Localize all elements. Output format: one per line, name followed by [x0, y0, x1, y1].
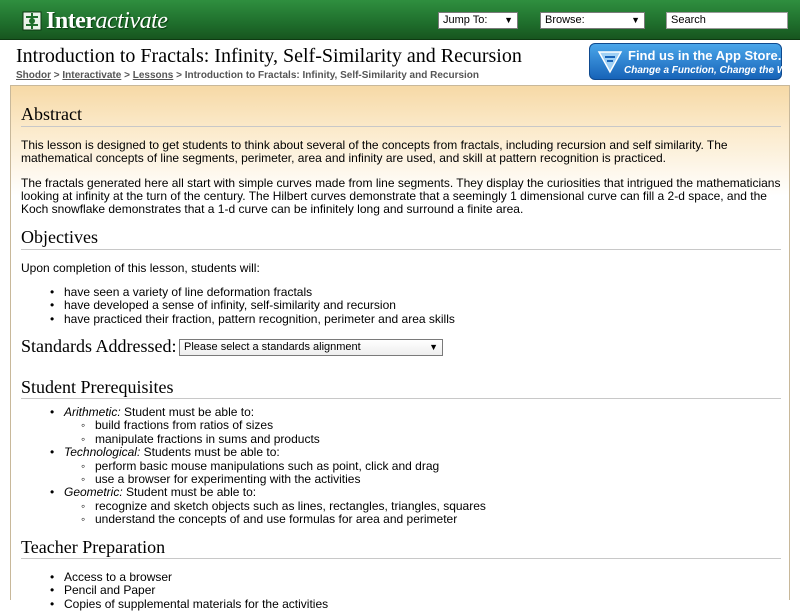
top-navigation-bar: [0, 0, 800, 40]
list-item: ◦ recognize and sketch objects such as lines, rectangles, triangles, squares: [95, 500, 486, 513]
abstract-heading: Abstract: [21, 104, 82, 124]
search-placeholder: Search: [671, 14, 706, 26]
standards-label: Standards Addressed:: [21, 336, 177, 356]
objectives-intro: Upon completion of this lesson, students will:: [21, 261, 260, 275]
shodor-logo-icon: [20, 9, 44, 33]
breadcrumb-interactivate[interactable]: Interactivate: [62, 70, 122, 81]
divider: [21, 558, 781, 559]
sub-list: [95, 419, 486, 446]
prerequisites-list: [64, 405, 486, 527]
list-item: • Technological: Students must be able to: ◦ perform basic mouse manipulations such as point, click and drag ◦ use a browser for experimenting with the activities: [64, 446, 455, 486]
divider: [21, 398, 781, 399]
list-item: ◦ build fractions from ratios of sizes: [95, 419, 486, 432]
breadcrumb-current: Introduction to Fractals: Infinity, Self-Similarity and Recursion: [184, 70, 480, 81]
breadcrumb-shodor[interactable]: Shodor: [16, 70, 51, 81]
dropdown-arrow-icon: ▼: [429, 342, 438, 352]
browse-select[interactable]: [540, 12, 645, 29]
teacher-preparation-list: [64, 571, 328, 611]
logo-text: Interactivate: [46, 7, 168, 34]
list-item: • Geometric: Student must be able to: ◦ recognize and sketch objects such as lines, rectangles, triangles, squares ◦ understand the concepts of and use formulas for area and perimeter: [64, 486, 455, 526]
prerequisites-heading: Student Prerequisites: [21, 377, 174, 397]
browse-label: Browse:: [545, 14, 585, 26]
page-title: Introduction to Fractals: Infinity, Self-Similarity and Recursion: [16, 45, 522, 67]
divider: [21, 126, 781, 127]
list-item: ◦ manipulate fractions in sums and products: [95, 433, 486, 446]
list-item: ◦ use a browser for experimenting with the activities: [95, 473, 486, 486]
jump-to-label: Jump To:: [443, 14, 488, 26]
list-item: • have practiced their fraction, pattern recognition, perimeter and area skills: [64, 313, 455, 326]
app-store-line2: Change a Function, Change the World: [624, 65, 805, 76]
app-store-icon: [596, 48, 624, 76]
list-item: • have seen a variety of line deformation fractals: [64, 286, 455, 299]
list-item: ◦ perform basic mouse manipulations such as point, click and drag: [95, 460, 486, 473]
app-store-line1: Find us in the App Store.: [628, 48, 782, 63]
list-item: • Access to a browser: [64, 571, 328, 584]
lesson-content: [10, 85, 790, 611]
dropdown-arrow-icon: ▼: [504, 15, 513, 25]
list-item: • have developed a sense of infinity, self-similarity and recursion: [64, 299, 455, 312]
interactivate-logo[interactable]: [20, 6, 167, 36]
dropdown-arrow-icon: ▼: [631, 15, 640, 25]
standards-select[interactable]: [179, 339, 443, 356]
sub-list: [95, 460, 486, 487]
sub-list: [95, 500, 486, 527]
objectives-list: [64, 286, 455, 326]
abstract-paragraph-2: The fractals generated here all start with simple curves made from line segments. They display the curiosities that intrigued the mathematicians looking at infinity at the turn of the century. The Hilbert curves demonstrate that a seemingly 1 dimensional curve can fill a 2-d space, and the Koch snowflake demonstrates that a 1-d curve can be infinitely long and surround a finite area.: [21, 176, 781, 216]
list-item: ◦ understand the concepts of and use formulas for area and perimeter: [95, 513, 486, 526]
jump-to-select[interactable]: [438, 12, 518, 29]
breadcrumb-lessons[interactable]: Lessons: [132, 70, 174, 81]
list-item: • Copies of supplemental materials for the activities: [64, 598, 328, 611]
objectives-heading: Objectives: [21, 227, 98, 247]
divider: [21, 249, 781, 250]
teacher-preparation-heading: Teacher Preparation: [21, 537, 166, 557]
app-store-banner[interactable]: [589, 43, 805, 80]
breadcrumb: Shodor > Interactivate > Lessons > Introduction to Fractals: Infinity, Self-Similarity and Recursion: [16, 70, 480, 81]
list-item: • Pencil and Paper: [64, 584, 328, 597]
abstract-paragraph-1: This lesson is designed to get students to think about several of the concepts from fractals, including recursion and self similarity. The mathematical concepts of line segments, perimeter, area and infinity are used, and skill at pattern recognition is practiced.: [21, 138, 728, 165]
search-input[interactable]: [666, 12, 788, 29]
page-header: [8, 41, 805, 83]
list-item: • Arithmetic: Student must be able to: ◦ build fractions from ratios of sizes ◦ manipulate fractions in sums and products: [64, 406, 455, 446]
standards-selected-value: Please select a standards alignment: [184, 341, 361, 353]
